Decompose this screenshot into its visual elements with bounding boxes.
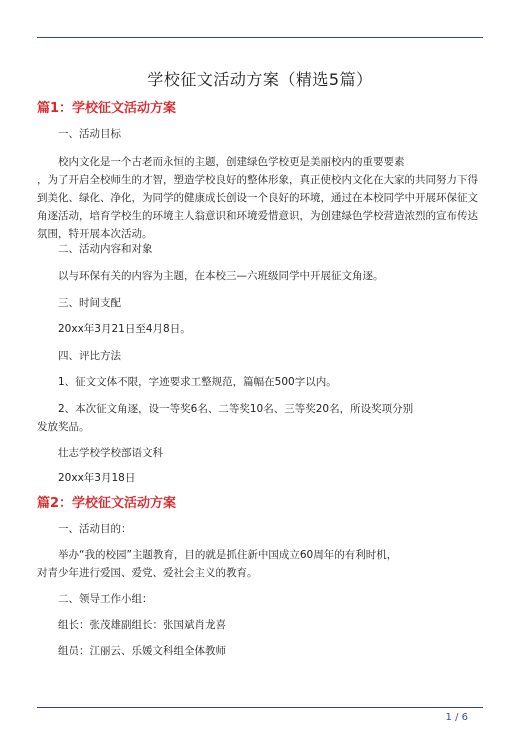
section1-goal-heading: 一、活动目标: [58, 128, 121, 140]
section1-date: 20xx年3月18日: [58, 472, 136, 484]
section2-purpose-heading: 一、活动目的：: [58, 523, 132, 535]
header-rule: [37, 37, 483, 38]
section1-eval-item2-line1: 2、本次征文角逐，设一等奖6名、二等奖10名、三等奖20名，所设奖项分别: [58, 403, 414, 415]
section2-leader: 组长：张茂雄副组长：张国斌肖龙喜: [58, 619, 226, 631]
section2-leader-heading: 二、领导工作小组：: [58, 593, 153, 605]
section1-eval-item2-line2: 发放奖品。: [37, 421, 90, 433]
section1-eval-item1: 1、征文文体不限，字迹要求工整规范，篇幅在500字以内。: [58, 376, 337, 388]
section1-goal-line5: 氛围，特开展本次活动。: [37, 228, 153, 240]
section1-eval-heading: 四、评比方法: [58, 350, 121, 362]
section1-time: 20xx年3月21日至4月8日。: [58, 323, 191, 335]
section2-purpose-line1: 举办“我的校园”主题教育，目的就是抓住新中国成立60周年的有利时机，: [58, 549, 398, 561]
section2-heading: 篇2：学校征文活动方案: [37, 496, 177, 511]
document-title: 学校征文活动方案（精选5篇）: [147, 70, 373, 89]
section2-members: 组员：江丽云、乐媛文科组全体教师: [58, 645, 226, 657]
section1-goal-line3: 到美化、绿化、净化，为同学的健康成长创设一个良好的环境，通过在本校同学中开展环保征文: [37, 192, 478, 204]
section1-goal-line4: 角逐活动，培育学校生的环境主人翁意识和环境爱惜意识，为创建绿色学校营造浓烈的宣布传达: [37, 210, 478, 222]
section1-signature: 壮志学校学校部语文科: [58, 447, 163, 459]
section1-time-heading: 三、时间支配: [58, 297, 121, 309]
page-indicator: 1 / 6: [445, 712, 468, 723]
section1-heading: 篇1：学校征文活动方案: [37, 101, 177, 116]
section1-content-heading: 二、活动内容和对象: [58, 243, 153, 255]
section1-goal-line2: ，为了开启全校师生的才智，塑造学校良好的整体形象，真正使校内文化在大家的共同努力下得: [37, 174, 478, 186]
footer-rule: [37, 707, 483, 708]
section1-goal-line1: 校内文化是一个古老而永恒的主题，创建绿色学校更是美丽校内的重要要素: [58, 156, 405, 168]
section1-content: 以与环保有关的内容为主题，在本校三—六班级同学中开展征文角逐。: [58, 270, 384, 282]
section2-purpose-line2: 对青少年进行爱国、爱党、爱社会主义的教育。: [37, 567, 258, 579]
